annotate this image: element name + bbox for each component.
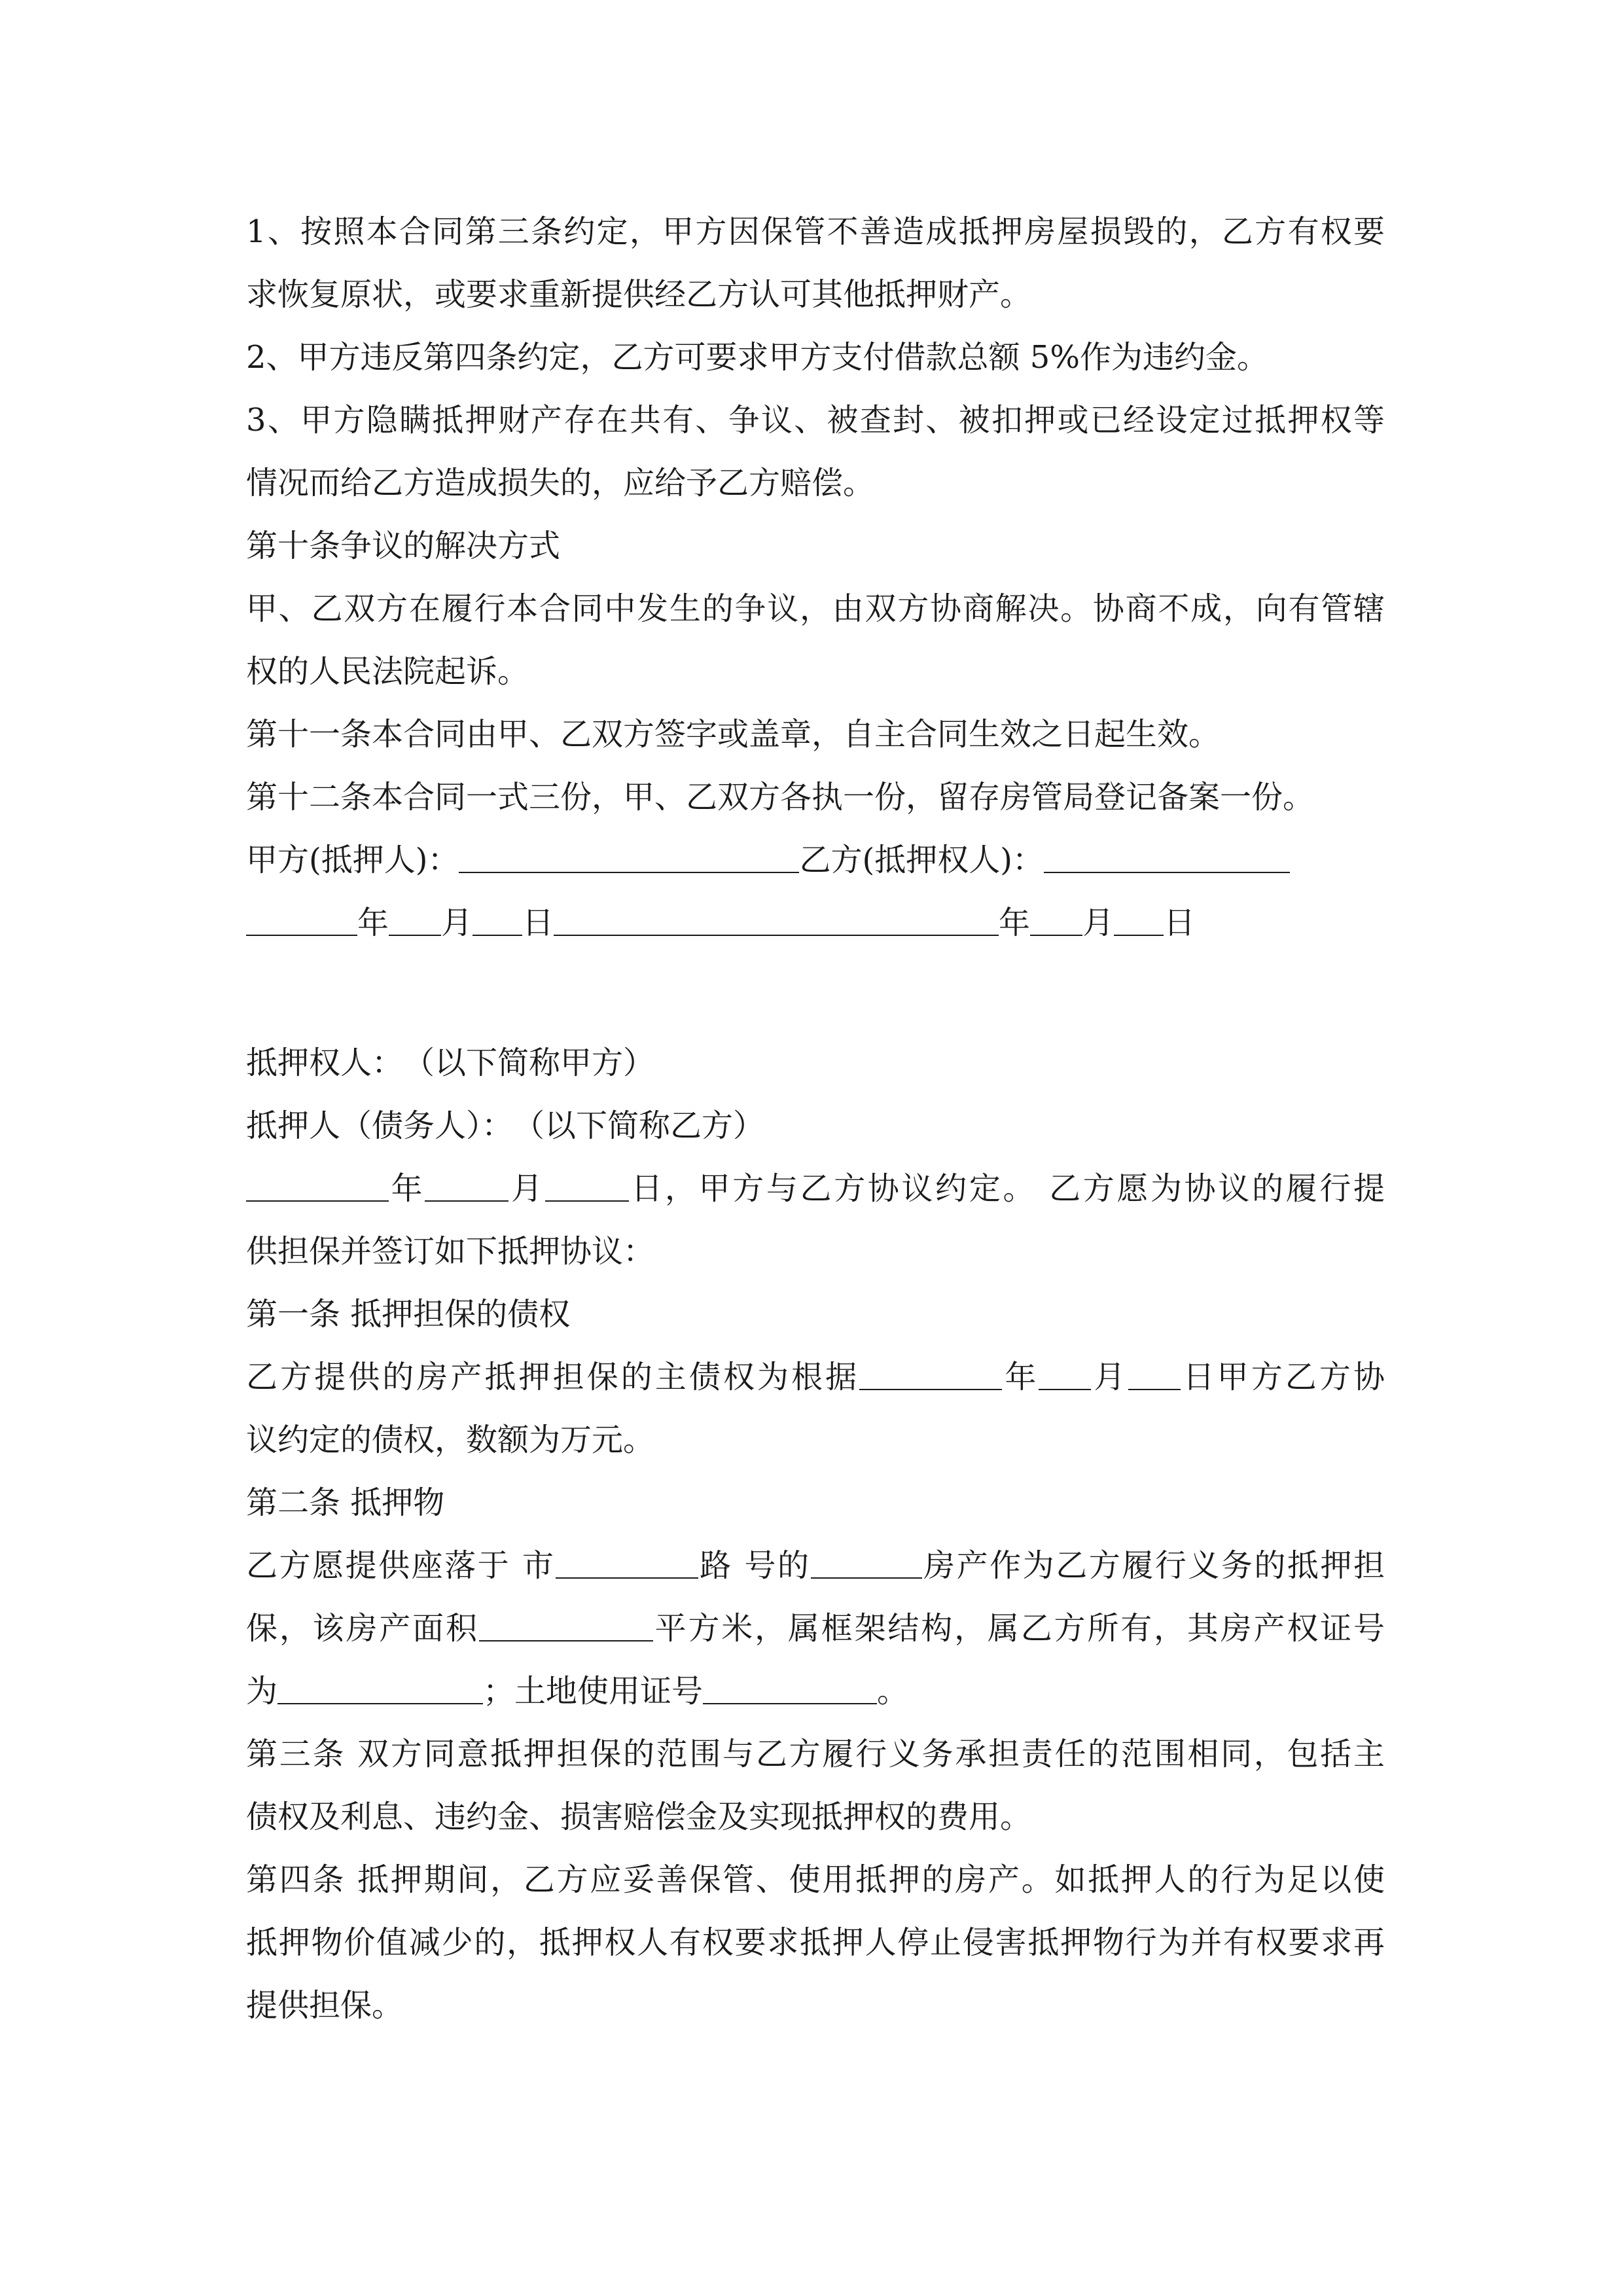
article-2-end-mark: 。 <box>877 1673 909 1710</box>
article-2-line1 <box>246 1534 1385 1597</box>
article-1-text: 乙方提供的房产抵押担保的主债权为根据 <box>246 1359 860 1395</box>
article-2-area-label: 保，该房产面积 <box>246 1610 479 1647</box>
article-2-area-text: 平方米，属框架结构，属乙方所有，其房产权证号 <box>652 1610 1385 1647</box>
article-2-land-blank <box>703 1666 877 1704</box>
article-4-line2: 抵押物价值减少的，抵押权人有权要求抵押人停止侵害抵押物行为并有权要求再 <box>246 1924 1385 1961</box>
article-2-cert-label: 为 <box>246 1673 278 1710</box>
date-a-month-blank <box>389 898 441 936</box>
article-3-line1: 第三条 双方同意抵押担保的范围与乙方履行义务承担责任的范围相同，包括主 <box>246 1736 1385 1772</box>
article-2-land-label: ；土地使用证号 <box>483 1673 704 1710</box>
signature-line <box>246 829 1385 891</box>
article-4-line1: 第四条 抵押期间，乙方应妥善保管、使用抵押的房产。如抵押人的行为足以使 <box>246 1861 1385 1898</box>
mortgagee-line: 抵押权人： （以下简称甲方） <box>246 1045 655 1081</box>
date-b-month-blank <box>1030 898 1082 936</box>
article-1-year-blank <box>859 1352 1002 1390</box>
article-3-line2: 债权及利息、违约金、损害赔偿金及实现抵押权的费用。 <box>246 1799 1032 1835</box>
article-2-text-end: 房产作为乙方履行义务的抵押担 <box>921 1547 1385 1584</box>
intro-month-blank <box>425 1164 508 1202</box>
article-2-area-blank <box>479 1604 653 1641</box>
signature-date-line <box>246 891 1385 954</box>
clause-item-1-line1: 1、按照本合同第三条约定，甲方因保管不善造成抵押房屋损毁的，乙方有权要 <box>246 213 1385 250</box>
article-2-line3 <box>246 1660 1385 1723</box>
clause-item-3-line1: 3、甲方隐瞒抵押财产存在共有、争议、被查封、被扣押或已经设定过抵押权等 <box>246 402 1385 439</box>
article-2-number-blank <box>811 1541 922 1579</box>
party-b-label: 乙方(抵押权人)： <box>799 842 1044 878</box>
date-b-month-label: 月 <box>1082 905 1115 941</box>
party-a-blank <box>459 835 799 873</box>
intro-line1 <box>246 1157 1385 1220</box>
intro-line2: 供担保并签订如下抵押协议： <box>246 1233 655 1270</box>
article-11: 第十一条本合同由甲、乙双方签字或盖章，自主合同生效之日起生效。 <box>246 716 1221 753</box>
intro-month-label: 月 <box>508 1170 545 1207</box>
date-a-day-label: 日 <box>522 905 554 941</box>
article-2-line2 <box>246 1597 1385 1660</box>
article-2-cert-blank <box>277 1666 483 1704</box>
clause-item-2: 2、甲方违反第四条约定，乙方可要求甲方支付借款总额 5%作为违约金。 <box>246 339 1268 376</box>
article-10-title: 第十条争议的解决方式 <box>246 528 561 564</box>
date-a-month-label: 月 <box>441 905 473 941</box>
party-a-label: 甲方(抵押人)： <box>246 842 459 878</box>
article-12: 第十二条本合同一式三份，甲、乙双方各执一份，留存房管局登记备案一份。 <box>246 779 1315 816</box>
article-10-line1: 甲、乙双方在履行本合同中发生的争议，由双方协商解决。协商不成，向有管辖 <box>246 590 1385 627</box>
date-b-day-blank <box>1114 898 1164 936</box>
intro-rest: 日，甲方与乙方协议约定。 乙方愿为协议的履行提 <box>628 1170 1385 1207</box>
article-2-road-blank <box>556 1541 698 1579</box>
article-1-month-label: 月 <box>1091 1359 1128 1395</box>
intro-year-blank <box>246 1164 389 1202</box>
article-1-line1 <box>246 1346 1385 1408</box>
article-2-title: 第二条 抵押物 <box>246 1484 445 1521</box>
clause-item-3-line2: 情况而给乙方造成损失的，应给予乙方赔偿。 <box>246 465 875 501</box>
party-b-blank <box>1044 835 1290 873</box>
date-b-day-label: 日 <box>1164 905 1196 941</box>
article-1-text-end: 日甲方乙方协 <box>1180 1359 1385 1395</box>
article-10-line2: 权的人民法院起诉。 <box>246 653 529 690</box>
date-b-year-label: 年 <box>999 905 1031 941</box>
article-1-year-label: 年 <box>1002 1359 1039 1395</box>
article-1-month-blank <box>1039 1352 1091 1390</box>
date-a-year-label: 年 <box>357 905 389 941</box>
article-2-road-label: 路 号的 <box>698 1547 811 1584</box>
article-1-title: 第一条 抵押担保的债权 <box>246 1296 571 1333</box>
date-a-day-blank <box>473 898 522 936</box>
clause-item-1-line2: 求恢复原状，或要求重新提供经乙方认可其他抵押财产。 <box>246 276 1032 313</box>
date-a-year-blank <box>246 898 357 936</box>
intro-year-label: 年 <box>389 1170 425 1207</box>
article-1-day-blank <box>1128 1352 1181 1390</box>
intro-day-blank <box>545 1164 629 1202</box>
article-4-line3: 提供担保。 <box>246 1987 404 2024</box>
article-1-line2: 议约定的债权，数额为万元。 <box>246 1422 655 1458</box>
mortgagor-line: 抵押人（债务人）： （以下简称乙方） <box>246 1107 765 1144</box>
article-2-city-label: 乙方愿提供座落于 市 <box>246 1547 556 1584</box>
date-b-year-blank <box>554 898 999 936</box>
